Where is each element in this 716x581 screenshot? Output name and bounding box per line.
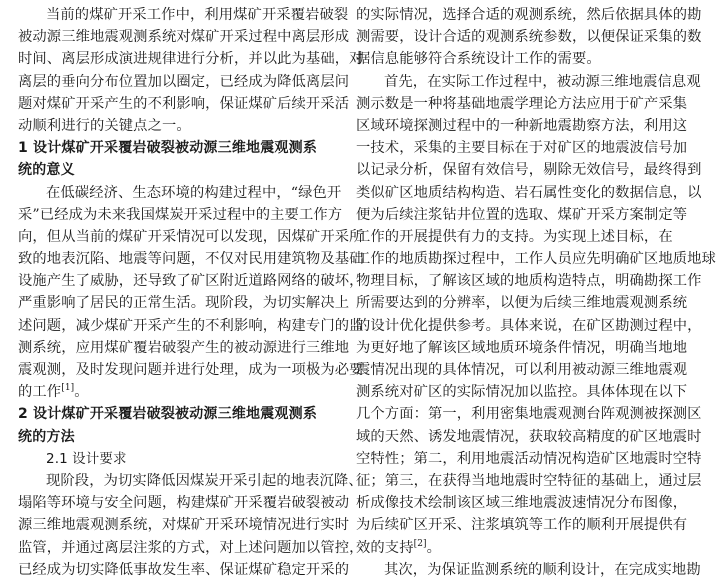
citation: [1]: [61, 383, 75, 394]
text-line: 塌陷等环境与安全问题，构建煤矿开采覆岩破裂被动: [18, 495, 350, 512]
text-line: 物理目标，了解该区域的地质构造特点，明确勘探工作: [356, 273, 702, 290]
text-line: 述问题，减少煤矿开采产生的不利影响，构建专门的监: [18, 317, 364, 334]
text-line: 设施产生了威胁，还导致了矿区附近道路网络的破坏，: [18, 273, 364, 290]
text-line: 震观测，及时发现问题并进行处理，成为一项极为必要: [18, 362, 364, 378]
text-line: 空特性；第二，利用地震活动情况构造矿区地震时空特: [356, 450, 702, 467]
text-line: 向，但从当前的煤矿开采情况可以发现，因煤矿开采所: [18, 228, 364, 245]
subsection-heading: 2.1 设计要求: [46, 450, 127, 467]
text-line: 工作的地质勘探过程中，工作人员应先明确矿区地质地球: [356, 251, 716, 268]
section-heading: 统的方法: [18, 428, 75, 445]
text-line: [18, 381, 338, 403]
text-line: 测示数是一种将基础地震学理论方法应用于矿产采集: [356, 95, 688, 112]
text-line: 被动源三维地震观测系统对煤矿开采过程中离层形成: [18, 29, 350, 46]
text-line: 致的地表沉陷、地震等问题，不仅对民用建筑物及基础: [18, 251, 364, 268]
text-fragment: 。: [74, 384, 89, 401]
text-line: 类似矿区地质结构构造、岩石属性变化的数据信息，以: [356, 184, 702, 201]
text-line: 动顺利进行的关键点之一。: [18, 117, 191, 134]
text-line: 域的天然、诱发地震情况，获取较高精度的矿区地震时: [356, 428, 702, 445]
text-line: 征；第三，在获得当地地震时空特征的基础上，通过层: [356, 472, 702, 489]
section-heading: 统的意义: [18, 162, 75, 179]
text-fragment: 效的支持: [356, 539, 414, 556]
left-column: [18, 4, 364, 581]
text-line: 题对煤矿开采产生的不利影响，保证煤矿后续开采活: [18, 95, 350, 112]
section-heading: 1 设计煤矿开采覆岩破裂被动源三维地震观测系: [18, 140, 318, 157]
text-line: 已经成为切实降低事故发生率、保证煤矿稳定开采的: [18, 561, 350, 578]
text-fragment: 的工作: [18, 384, 62, 401]
text-line: 其次，为保证监测系统的顺利设计，在完成实地勘: [384, 561, 701, 578]
text-line: 震情况出现的具体情况，可以利用被动源三维地震观: [356, 362, 688, 378]
section-heading: 2 设计煤矿开采覆岩破裂被动源三维地震观测系: [18, 406, 318, 423]
text-line: 的设计优化提供参考。具体来说，在矿区勘测过程中，: [356, 317, 702, 334]
text-line: 在低碳经济、生态环境的构建过程中，“绿色开: [46, 184, 342, 201]
text-line: 测系统，应用煤矿覆岩破裂产生的被动源进行三维地: [18, 339, 350, 356]
text-line: 析成像技术绘制该区域三维地震波速情况分布图像，: [356, 495, 688, 512]
text-line: 测需要，设计合适的观测系统参数，以便保证采集的数: [356, 29, 702, 46]
text-line: 据信息能够符合系统设计工作的需要。: [356, 51, 601, 68]
text-line: 测系统对矿区的实际情况加以监控。具体体现在以下: [356, 384, 688, 401]
text-line: 时间、离层形成演进规律进行分析，并以此为基础，对: [18, 51, 364, 68]
right-column: [356, 4, 716, 581]
text-line: [356, 537, 676, 559]
text-fragment: 。: [426, 539, 442, 556]
text-line: 源三维地震观测系统，对煤矿开采环境情况进行实时: [18, 517, 350, 534]
text-line: 监管，并通过离层注浆的方式，对上述问题加以管控，: [18, 539, 364, 556]
text-line: 便为后续注浆钻井位置的选取、煤矿开采方案制定等: [356, 206, 688, 223]
text-line: 为更好地了解该区域地质环境条件情况，明确当地地: [356, 339, 688, 356]
text-line: 首先，在实际工作过程中，被动源三维地震信息观: [384, 73, 701, 90]
text-line: 以记录分析，保留有效信号，剔除无效信号，最终得到: [356, 162, 702, 179]
text-line: 现阶段，为切实降低因煤炭开采引起的地表沉降、: [46, 472, 363, 489]
text-line: 几个方面：第一，利用密集地震观测台阵观测被探测区: [356, 406, 702, 423]
text-line: 当前的煤矿开采工作中，利用煤矿开采覆岩破裂: [46, 7, 349, 23]
text-line: 区域环境探测过程中的一种新地震勘察方法，利用这: [356, 117, 688, 134]
citation: [2]: [413, 538, 427, 549]
text-line: 严重影响了居民的正常生活。现阶段，为切实解决上: [18, 295, 350, 312]
text-line: 离层的垂向分布位置加以圈定，已经成为降低离层问: [18, 73, 350, 90]
text-line: 的实际情况，选择合适的观测系统，然后依据具体的勘: [356, 7, 702, 23]
text-line: 工作的开展提供有力的支持。为实现上述目标，在: [356, 228, 673, 245]
text-line: 为后续矿区开采、注浆填筑等工作的顺利开展提供有: [356, 517, 688, 534]
text-line: 一技术，采集的主要目标在于对矿区的地震波信号加: [356, 140, 688, 157]
text-line: 采”已经成为未来我国煤炭开采过程中的主要工作方: [18, 206, 343, 223]
text-line: 所需要达到的分辨率，以便为后续三维地震观测系统: [356, 295, 688, 312]
